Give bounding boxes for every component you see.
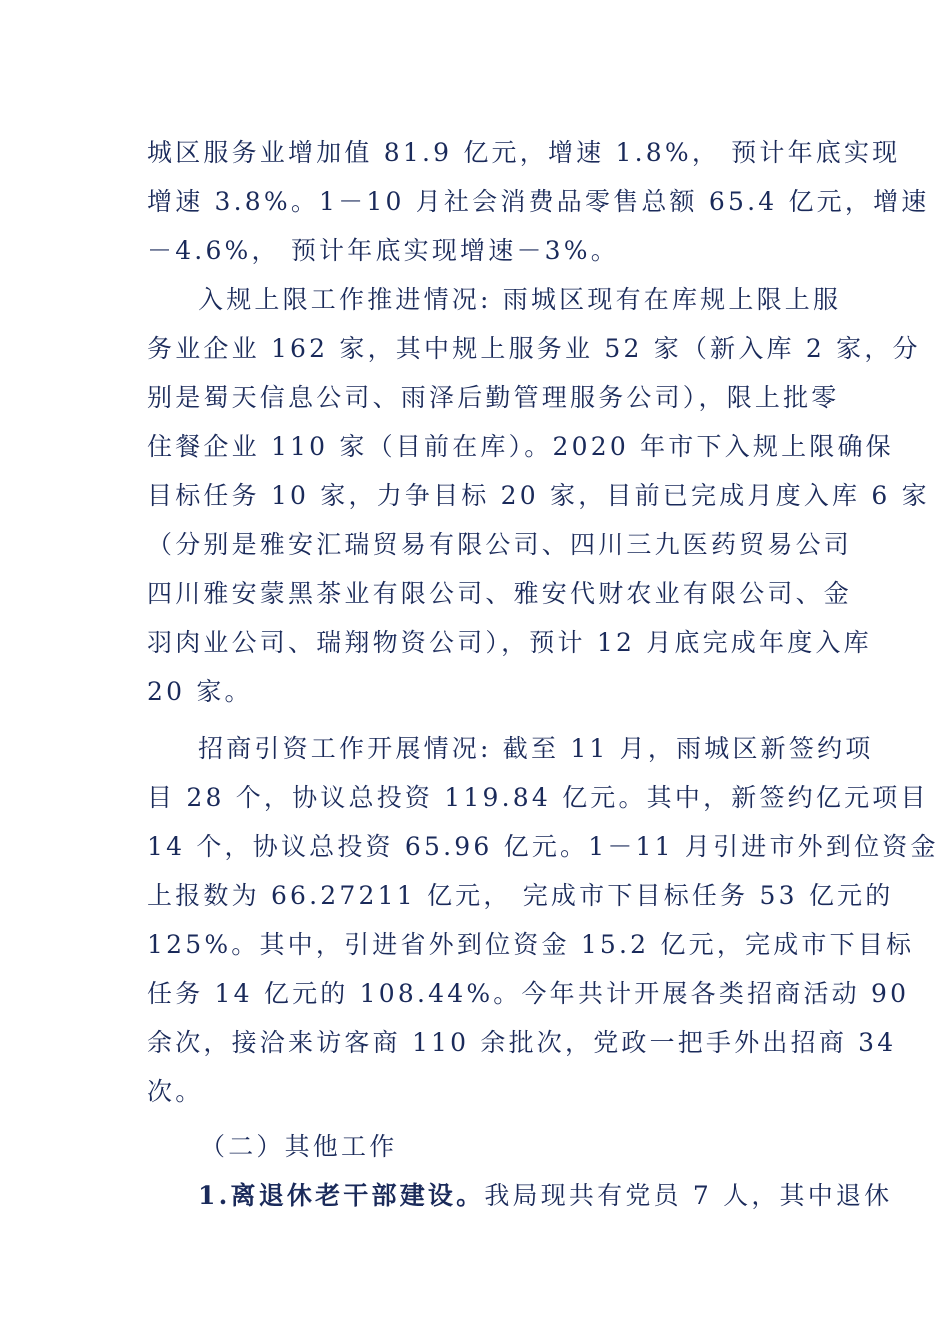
paragraph-line: 次。 <box>147 1077 204 1106</box>
paragraph-line: 务业企业 162 家，其中规上服务业 52 家（新入库 2 家，分 <box>147 334 921 363</box>
paragraph-line: 任务 14 亿元的 108.44%。今年共计开展各类招商活动 90 <box>147 979 910 1008</box>
paragraph-line: 125%。其中，引进省外到位资金 15.2 亿元，完成市下目标 <box>147 930 915 959</box>
paragraph-line: 上报数为 66.27211 亿元， 完成市下目标任务 53 亿元的 <box>147 881 894 910</box>
paragraph-line: 住餐企业 110 家（目前在库）。2020 年市下入规上限确保 <box>147 432 894 461</box>
section-heading: （二）其他工作 <box>200 1132 398 1161</box>
paragraph-line: 别是蜀天信息公司、雨泽后勤管理服务公司），限上批零 <box>147 383 840 412</box>
paragraph-line: 14 个，协议总投资 65.96 亿元。1－11 月引进市外到位资金 <box>147 832 939 861</box>
paragraph-line: 增速 3.8%。1－10 月社会消费品零售总额 65.4 亿元，增速 <box>147 187 930 216</box>
paragraph-line: －4.6%， 预计年底实现增速－3%。 <box>147 236 619 265</box>
paragraph-line: 20 家。 <box>147 677 253 706</box>
paragraph-line: 四川雅安蒙黑茶业有限公司、雅安代财农业有限公司、金 <box>147 579 853 608</box>
paragraph-line: 目 28 个，协议总投资 119.84 亿元。其中，新签约亿元项目 <box>147 783 929 812</box>
item-1-title: 1.离退休老干部建设。 <box>198 1181 485 1210</box>
paragraph-line: 目标任务 10 家，力争目标 20 家，目前已完成月度入库 6 家 <box>147 481 930 510</box>
paragraph-line: 羽肉业公司、瑞翔物资公司），预计 12 月底完成年度入库 <box>147 628 872 657</box>
paragraph-line: 招商引资工作开展情况: 截至 11 月，雨城区新签约项 <box>198 734 874 763</box>
item-1-paragraph <box>198 1178 892 1214</box>
paragraph-line: （分别是雅安汇瑞贸易有限公司、四川三九医药贸易公司 <box>147 530 853 559</box>
paragraph-line: 余次，接洽来访客商 110 余批次，党政一把手外出招商 34 <box>147 1028 897 1057</box>
item-1-text: 我局现共有党员 7 人，其中退休 <box>484 1181 893 1210</box>
paragraph-line: 入规上限工作推进情况: 雨城区现有在库规上限上服 <box>198 285 842 314</box>
paragraph-line: 城区服务业增加值 81.9 亿元，增速 1.8%， 预计年底实现 <box>147 138 901 167</box>
